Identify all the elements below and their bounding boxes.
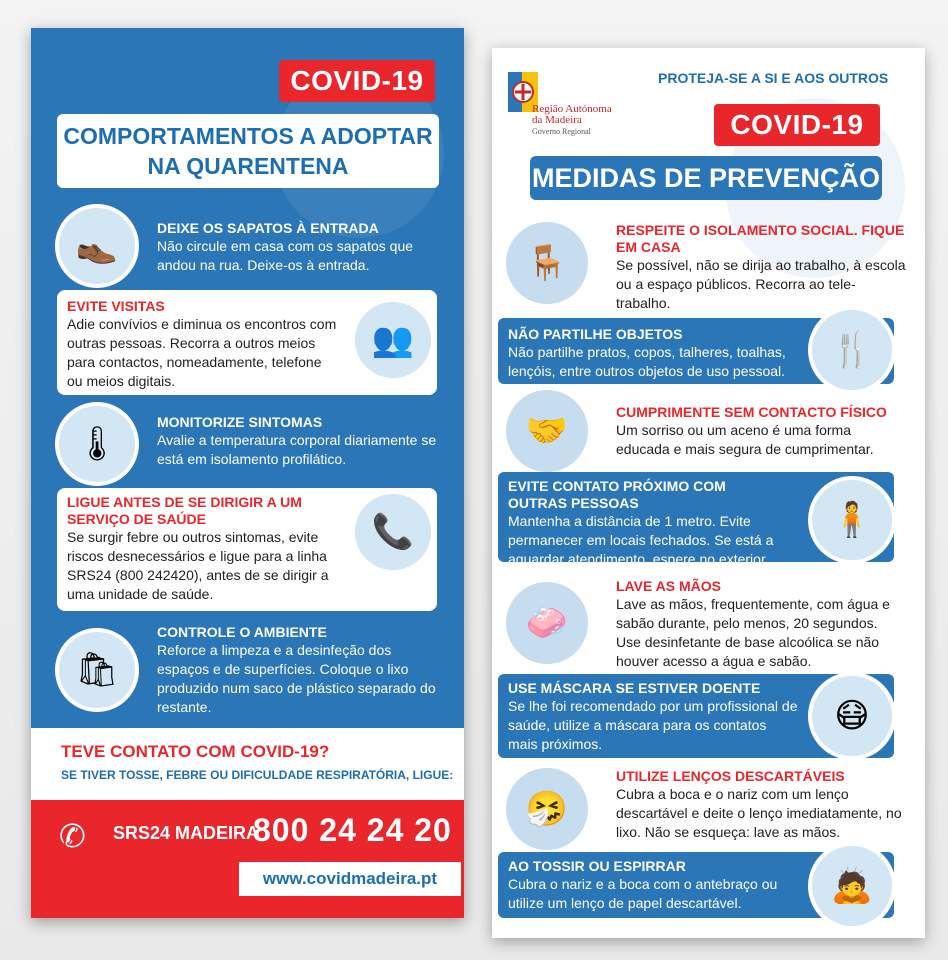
title-line-2: NA QUARENTENA — [147, 153, 349, 179]
tissue-icon: 🤧 — [502, 764, 592, 854]
tip-head: LIGUE ANTES DE SE DIRIGIR A UM SERVIÇO DE SAÚDE — [67, 494, 302, 527]
tip-head: DEIXE OS SAPATOS À ENTRADA — [157, 220, 379, 236]
tip-symptoms — [157, 414, 447, 469]
tip-body: Se lhe foi recomendado por um profissional de saúde, utilize a máscara para os contatos mais próximos. — [508, 698, 798, 752]
quarantine-title — [57, 114, 439, 188]
tip-body: Cubra o nariz e a boca com o antebraço ou utilize um lenço de papel descartável. — [508, 876, 778, 911]
tip-head: EVITE VISITAS — [67, 298, 165, 314]
tip-body: Cubra a boca e o nariz com um lenço descartável e deite o lenço imediatamente, no lixo. Não se esqueça: lave as mãos. — [616, 786, 902, 840]
region-line-1: Região Autónoma — [532, 103, 612, 115]
tip-body: Se possível, não se dirija ao trabalho, à escola ou a espaço públicos. Recorra ao tele-trabalho. — [616, 257, 906, 311]
contact-box — [31, 728, 464, 800]
tip-head: UTILIZE LENÇOS DESCARTÁVEIS — [616, 768, 845, 784]
prevention-flyer — [492, 48, 925, 938]
tip-body: Não circule em casa com os sapatos que andou na rua. Deixe-os à entrada. — [157, 238, 414, 273]
tip-body: Um sorriso ou um aceno é uma forma educada e mais segura de cumprimentar. — [616, 422, 874, 457]
tip-head: MONITORIZE SINTOMAS — [157, 414, 323, 430]
region-line-2: da Madeira — [532, 114, 582, 126]
hotline-name: SRS24 MADEIRA — [113, 823, 260, 843]
tip-body: Lave as mãos, frequentemente, com água e sabão durante, pelo menos, 20 segundos. Use desinfetante de base alcoólica se não houver acesso a água e sabão. — [616, 596, 890, 669]
thermometer-icon: 🌡 — [55, 402, 139, 486]
phone-icon: ✆ — [59, 818, 86, 854]
tip-body: Não partilhe pratos, copos, talheres, toalhas, lençóis, entre outros objetos de uso pessoal. — [508, 344, 786, 379]
tip-body: Adie convívios e diminua os encontros com outras pessoas. Recorra a outros meios para contactos, nomeadamente, telefone ou meios digitais. — [67, 316, 337, 389]
tip-shoes — [157, 220, 447, 275]
contact-title: TEVE CONTATO COM COVID-19? — [61, 742, 330, 761]
home-reading-icon: 🪑 — [502, 218, 592, 308]
tip-head: NÃO PARTILHE OBJETOS — [508, 326, 683, 342]
website-link[interactable]: www.covidmadeira.pt — [239, 862, 461, 896]
tagline: PROTEJA-SE A SI E AOS OUTROS — [658, 70, 889, 86]
tip-body: Reforce a limpeza e a desinfeção dos espaços e de superfícies. Coloque o lixo produzido num saco de plástico separado do restante. — [157, 642, 436, 715]
tip-tissues — [616, 768, 906, 842]
region-line-3: Governo Regional — [532, 127, 591, 136]
tip-body: Avalie a temperatura corporal diariamente se está em isolamento profilático. — [157, 432, 437, 467]
covid-badge: COVID-19 — [714, 104, 880, 146]
people-meeting-icon: 👥 — [351, 298, 435, 382]
tip-greet — [616, 404, 906, 459]
quarantine-flyer — [31, 28, 464, 918]
title-line-1: COMPORTAMENTOS A ADOPTAR — [63, 123, 433, 149]
phone-call-icon: 📞 — [351, 490, 435, 574]
tip-wash-hands — [616, 578, 906, 671]
tip-isolation — [616, 222, 906, 313]
no-handshake-icon: 🤝 — [502, 386, 592, 476]
tip-head: LAVE AS MÃOS — [616, 578, 722, 594]
tip-head: CUMPRIMENTE SEM CONTACTO FÍSICO — [616, 404, 887, 420]
distance-icon: 🧍 — [808, 476, 896, 564]
covid-badge: COVID-19 — [279, 60, 435, 102]
trash-bag-icon: 🛍 — [55, 628, 139, 712]
tip-head: RESPEITE O ISOLAMENTO SOCIAL. FIQUE EM CASA — [616, 222, 905, 255]
hand-wash-icon: 🧼 — [502, 578, 592, 668]
tip-head: CONTROLE O AMBIENTE — [157, 624, 327, 640]
contact-subtitle: SE TIVER TOSSE, FEBRE OU DIFICULDADE RESPIRATÓRIA, LIGUE: — [61, 768, 454, 782]
tip-head: AO TOSSIR OU ESPIRRAR — [508, 858, 686, 874]
hotline-number[interactable]: 800 24 24 20 — [253, 812, 452, 848]
face-mask-icon: 😷 — [808, 672, 896, 760]
cutlery-bottle-icon: 🍴 — [808, 306, 896, 394]
region-name — [532, 104, 612, 137]
prevention-title: MEDIDAS DE PREVENÇÃO — [530, 156, 882, 200]
tip-head: EVITE CONTATO PRÓXIMO COM OUTRAS PESSOAS — [508, 478, 726, 511]
tip-body: Mantenha a distância de 1 metro. Evite permanecer em locais fechados. Se está a aguardar atendimento, espere no exterior. — [508, 513, 774, 567]
tip-body: Se surgir febre ou outros sintomas, evite riscos desnecessários e ligue para a linha SRS24 (800 242420), antes de se dirigir a uma unidade de saúde. — [67, 529, 329, 602]
cough-elbow-icon: 🙇 — [808, 842, 896, 930]
shoes-icon: 👞 — [55, 204, 139, 288]
tip-environment — [157, 624, 447, 717]
tip-head: USE MÁSCARA SE ESTIVER DOENTE — [508, 680, 761, 696]
